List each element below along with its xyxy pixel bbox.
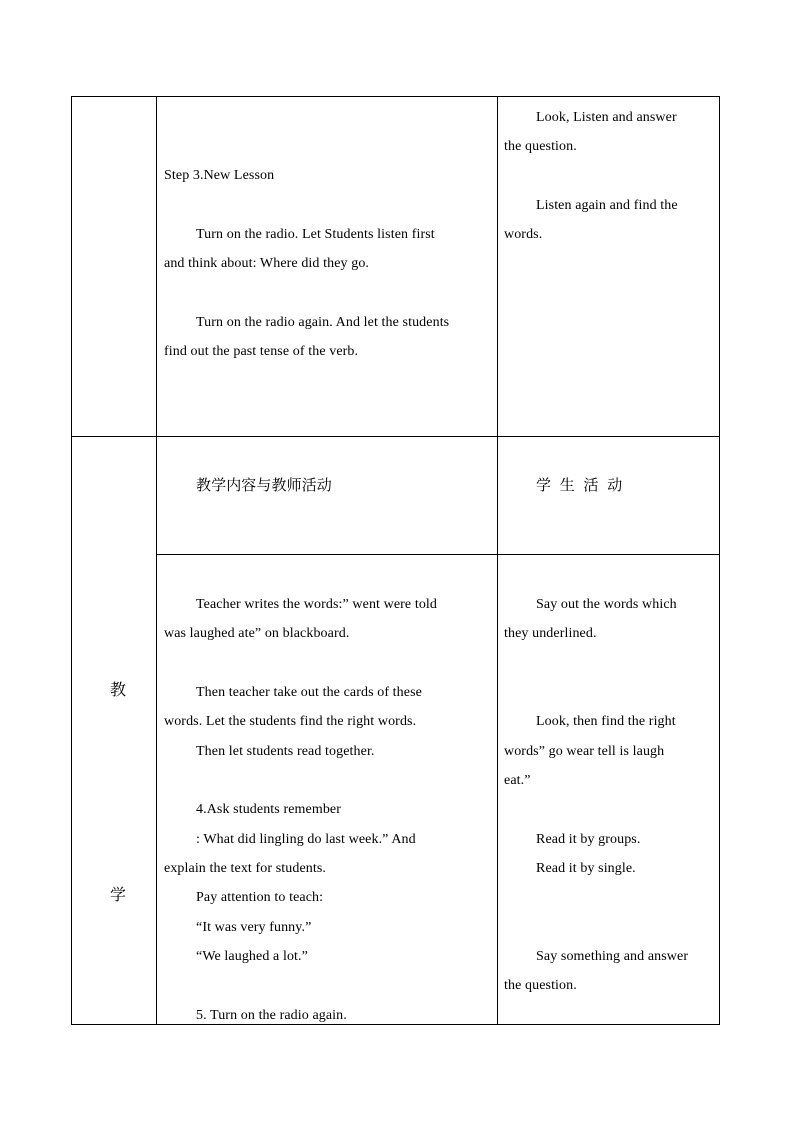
teacher-text: Pay attention to teach: [196,890,324,905]
student-text: words” go wear tell is laugh [504,744,665,759]
table-col-divider-2 [497,96,498,1025]
table-bottom-border [71,1024,720,1025]
student-text: the question. [504,139,577,154]
student-text: Listen again and find the [536,198,678,213]
student-column-header: 学 生 活 动 [536,476,625,494]
teacher-text: : What did lingling do last week.” And [196,832,416,847]
teacher-text: Turn on the radio again. And let the students [196,315,450,330]
teacher-text: and think about: Where did they go. [164,256,370,271]
table-top-border [71,96,720,97]
teacher-text: “We laughed a lot.” [196,949,308,964]
teacher-text: Then let students read together. [196,744,375,759]
teacher-text: 4.Ask students remember [196,802,341,817]
student-text: the question. [504,978,577,993]
teacher-text: explain the text for students. [164,861,327,876]
left-label-char: 学 [110,885,127,904]
teacher-text: “It was very funny.” [196,920,312,935]
teacher-text: words. Let the students find the right words. [164,714,417,729]
student-text: words. [504,227,543,242]
student-text: Read it by single. [536,861,636,876]
student-text: Say out the words which [536,597,677,612]
teacher-text: Then teacher take out the cards of these [196,685,422,700]
teacher-text: find out the past tense of the verb. [164,344,359,359]
teacher-text: Teacher writes the words:” went were told [196,597,438,612]
teacher-column-header: 教学内容与教师活动 [196,476,332,494]
table-left-border [71,96,72,1025]
student-text: Read it by groups. [536,832,641,847]
table-col-divider-1 [156,96,157,1025]
table-right-border [719,96,720,1025]
student-text: Say something and answer [536,949,689,964]
student-text: they underlined. [504,626,597,641]
teacher-text: was laughed ate” on blackboard. [164,626,350,641]
student-text: Look, Listen and answer [536,110,677,125]
student-text: eat.” [504,773,531,788]
teacher-text: 5. Turn on the radio again. [196,1008,347,1023]
table-row-divider-1 [71,436,720,437]
table-row-divider-2 [156,554,720,555]
left-label-char: 教 [110,680,127,699]
teacher-text: Turn on the radio. Let Students listen first [196,227,435,242]
student-text: Look, then find the right [536,714,676,729]
step-3-heading: Step 3.New Lesson [164,168,275,183]
